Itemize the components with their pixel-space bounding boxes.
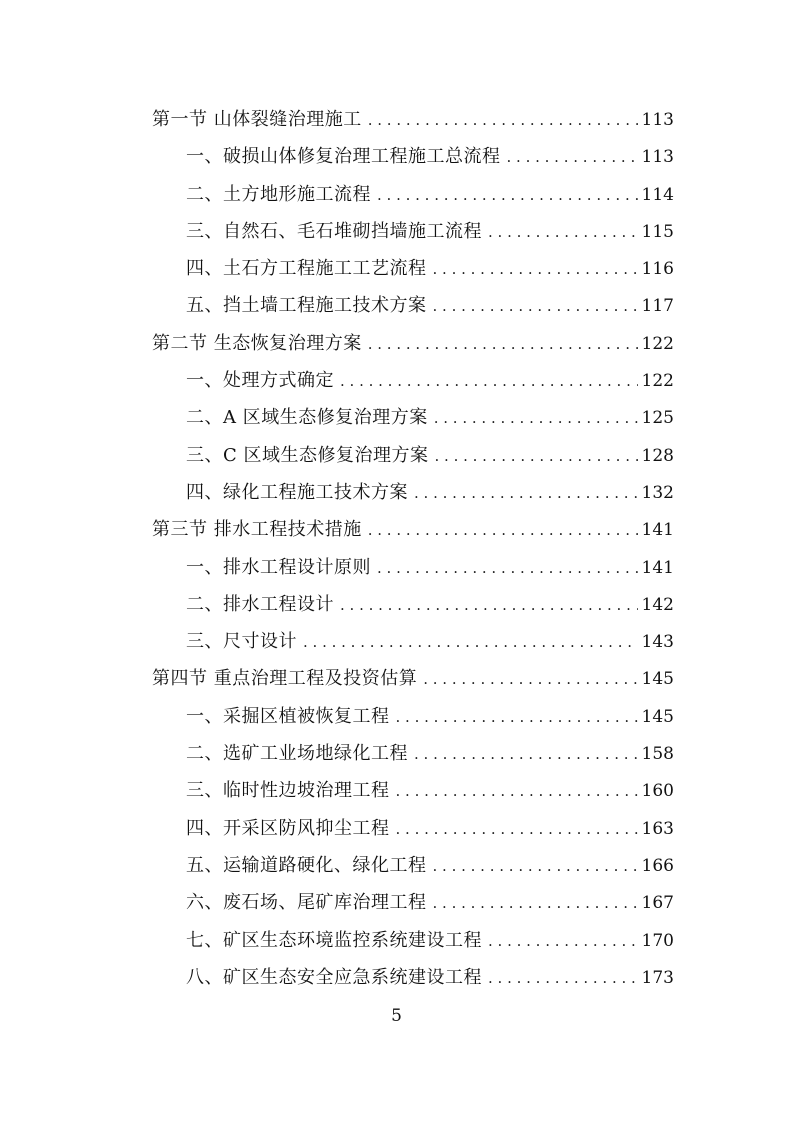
toc-entry-page: 160	[641, 781, 674, 802]
toc-dot-leader	[368, 326, 638, 363]
toc-entry-page: 122	[641, 333, 674, 354]
toc-entry-title: 二、排水工程设计	[186, 593, 334, 615]
toc-entry-page: 114	[641, 184, 674, 205]
toc-entry-page: 173	[641, 967, 674, 988]
toc-dot-leader	[396, 811, 638, 848]
toc-entry-page: 143	[641, 632, 674, 653]
toc-dot-leader	[377, 177, 638, 214]
toc-entry-page: 125	[641, 408, 674, 429]
toc-entry-title: 二、选矿工业场地绿化工程	[186, 743, 408, 765]
toc-entry-page: 145	[641, 706, 674, 727]
toc-subsection-entry[interactable]	[152, 623, 674, 660]
toc-dot-leader	[368, 102, 638, 139]
toc-entry-title: 一、破损山体修复治理工程施工总流程	[186, 146, 501, 168]
toc-subsection-entry[interactable]	[152, 922, 674, 959]
toc-subsection-entry[interactable]	[152, 549, 674, 586]
toc-subsection-entry[interactable]	[152, 847, 674, 884]
toc-entry-title: 一、处理方式确定	[186, 370, 334, 392]
toc-entry-page: 132	[641, 482, 674, 503]
toc-section-entry[interactable]	[152, 511, 674, 548]
toc-entry-page: 163	[641, 818, 674, 839]
toc-dot-leader	[340, 363, 638, 400]
toc-entry-title: 三、尺寸设计	[186, 631, 297, 653]
toc-subsection-entry[interactable]	[152, 287, 674, 324]
toc-entry-title: 四、开采区防风抑尘工程	[186, 817, 390, 839]
toc-entry-page: 122	[641, 371, 674, 392]
toc-entry-title: 第四节 重点治理工程及投资估算	[152, 668, 418, 690]
toc-entry-page: 158	[641, 744, 674, 765]
toc-entry-title: 第二节 生态恢复治理方案	[152, 332, 362, 354]
toc-entry-title: 第三节 排水工程技术措施	[152, 519, 362, 541]
toc-dot-leader	[488, 960, 638, 997]
toc-dot-leader	[423, 661, 637, 698]
toc-entry-page: 142	[641, 594, 674, 615]
toc-entry-page: 141	[641, 557, 674, 578]
toc-entry-page: 128	[641, 445, 674, 466]
toc-entry-title: 五、挡土墙工程施工技术方案	[186, 295, 427, 317]
toc-entry-page: 167	[641, 893, 674, 914]
toc-entry-title: 五、运输道路硬化、绿化工程	[186, 854, 427, 876]
toc-dot-leader	[414, 736, 638, 773]
toc-subsection-entry[interactable]	[152, 213, 674, 250]
table-of-contents	[152, 101, 674, 996]
toc-subsection-entry[interactable]	[152, 362, 674, 399]
toc-entry-page: 116	[641, 259, 674, 280]
toc-entry-page: 117	[641, 296, 674, 317]
toc-subsection-entry[interactable]	[152, 176, 674, 213]
toc-entry-title: 四、土石方工程施工工艺流程	[186, 258, 427, 280]
toc-subsection-entry[interactable]	[152, 698, 674, 735]
toc-subsection-entry[interactable]	[152, 735, 674, 772]
toc-entry-page: 166	[641, 855, 674, 876]
toc-entry-title: 一、排水工程设计原则	[186, 556, 371, 578]
toc-dot-leader	[433, 848, 638, 885]
toc-section-entry[interactable]	[152, 325, 674, 362]
toc-dot-leader	[340, 587, 638, 624]
toc-subsection-entry[interactable]	[152, 138, 674, 175]
toc-dot-leader	[396, 699, 638, 736]
toc-dot-leader	[433, 885, 638, 922]
toc-dot-leader	[434, 400, 638, 437]
toc-section-entry[interactable]	[152, 101, 674, 138]
toc-entry-title: 四、绿化工程施工技术方案	[186, 481, 408, 503]
toc-entry-page: 113	[641, 147, 674, 168]
toc-entry-title: 二、土方地形施工流程	[186, 183, 371, 205]
toc-entry-title: 二、A 区域生态修复治理方案	[186, 407, 428, 429]
toc-subsection-entry[interactable]	[152, 884, 674, 921]
toc-dot-leader	[303, 624, 638, 661]
toc-subsection-entry[interactable]	[152, 250, 674, 287]
toc-subsection-entry[interactable]	[152, 399, 674, 436]
toc-entry-title: 第一节 山体裂缝治理施工	[152, 109, 362, 130]
toc-dot-leader	[488, 214, 638, 251]
toc-dot-leader	[433, 288, 638, 325]
toc-dot-leader	[368, 512, 638, 549]
toc-entry-page: 115	[641, 221, 674, 242]
toc-subsection-entry[interactable]	[152, 810, 674, 847]
toc-subsection-entry[interactable]	[152, 474, 674, 511]
toc-dot-leader	[433, 251, 638, 288]
toc-entry-title: 六、废石场、尾矿库治理工程	[186, 892, 427, 914]
toc-subsection-entry[interactable]	[152, 586, 674, 623]
toc-subsection-entry[interactable]	[152, 959, 674, 996]
toc-dot-leader	[507, 139, 638, 176]
toc-entry-title: 一、采掘区植被恢复工程	[186, 705, 390, 727]
toc-entry-title: 三、临时性边坡治理工程	[186, 780, 390, 802]
toc-entry-title: 三、自然石、毛石堆砌挡墙施工流程	[186, 220, 482, 242]
toc-dot-leader	[414, 475, 638, 512]
toc-entry-page: 113	[641, 110, 674, 130]
toc-dot-leader	[396, 773, 638, 810]
toc-dot-leader	[377, 550, 638, 587]
toc-subsection-entry[interactable]	[152, 772, 674, 809]
toc-entry-title: 七、矿区生态环境监控系统建设工程	[186, 929, 482, 951]
toc-entry-title: 八、矿区生态安全应急系统建设工程	[186, 966, 482, 988]
toc-section-entry[interactable]	[152, 660, 674, 697]
toc-subsection-entry[interactable]	[152, 437, 674, 474]
toc-dot-leader	[488, 923, 638, 960]
page-number: 5	[391, 1006, 402, 1026]
toc-entry-page: 145	[641, 669, 674, 690]
toc-entry-title: 三、C 区域生态修复治理方案	[186, 444, 429, 466]
toc-entry-page: 141	[641, 520, 674, 541]
toc-dot-leader	[435, 438, 638, 475]
toc-entry-page: 170	[641, 930, 674, 951]
